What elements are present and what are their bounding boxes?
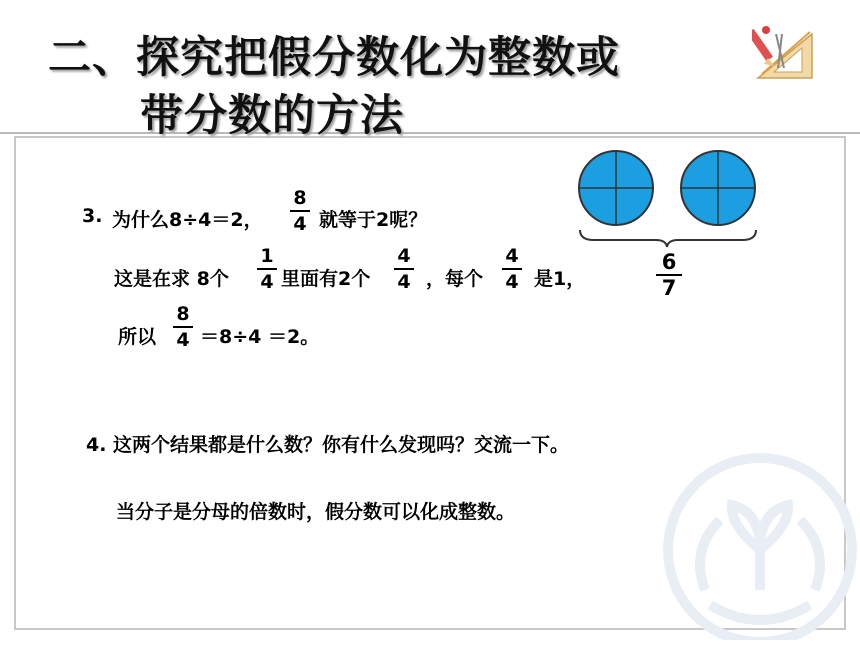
q4-answer: 当分子是分母的倍数时，假分数可以化成整数。: [116, 501, 516, 523]
fraction-denominator: 4: [397, 271, 411, 293]
fraction-denominator: 4: [293, 213, 307, 235]
q3-line2-a: 这是在求 8个: [114, 268, 229, 290]
fraction-numerator: 4: [397, 245, 411, 267]
fraction-4-over-4-second: [501, 246, 523, 292]
fraction-numerator: 8: [293, 187, 307, 209]
fraction-numerator: 6: [661, 250, 677, 274]
q3-tail-text: 就等于2呢？: [319, 209, 428, 231]
fraction-8-over-4: [289, 188, 311, 234]
fraction-numerator: 4: [505, 245, 519, 267]
circle-left: [579, 151, 653, 225]
fraction-8-over-4-second: [172, 304, 194, 350]
q3-line2-b: 里面有2个: [281, 268, 371, 290]
q3-line2-c: ，每个: [426, 268, 484, 290]
fraction-denominator: 4: [505, 271, 519, 293]
q3-line3-a: 所以: [118, 326, 157, 348]
fraction-denominator: 7: [661, 276, 677, 300]
circle-right: [681, 151, 755, 225]
title-divider: [0, 132, 860, 134]
fraction-bar: [394, 268, 414, 270]
fraction-numerator: 8: [176, 303, 190, 325]
fraction-4-over-4: [393, 246, 415, 292]
brace: [580, 230, 756, 247]
fraction-denominator: 4: [176, 329, 190, 351]
fraction-numerator: 1: [260, 245, 274, 267]
q3-number: 3.: [82, 205, 103, 227]
plant-hands-watermark-icon: [650, 440, 860, 640]
page-title-line-1: 二、探究把假分数化为整数或: [48, 33, 620, 83]
stationery-logo-icon: [752, 22, 818, 84]
diagram-fraction-label: [655, 252, 683, 298]
q3-lead-text: 为什么8÷4＝2，: [112, 209, 263, 231]
q3-line2-d: 是1，: [534, 268, 586, 290]
quartered-circles-diagram: [574, 148, 764, 248]
fraction-1-over-4: [256, 246, 278, 292]
fraction-bar: [257, 268, 277, 270]
q4-question: 4. 这两个结果都是什么数？你有什么发现吗？交流一下。: [86, 434, 570, 456]
fraction-bar: [502, 268, 522, 270]
fraction-denominator: 4: [260, 271, 274, 293]
fraction-bar: [173, 326, 193, 328]
q3-line3-b: ＝8÷4 ＝2。: [200, 326, 320, 348]
page-title-line-2: 带分数的方法: [140, 91, 404, 141]
fraction-bar: [290, 210, 310, 212]
